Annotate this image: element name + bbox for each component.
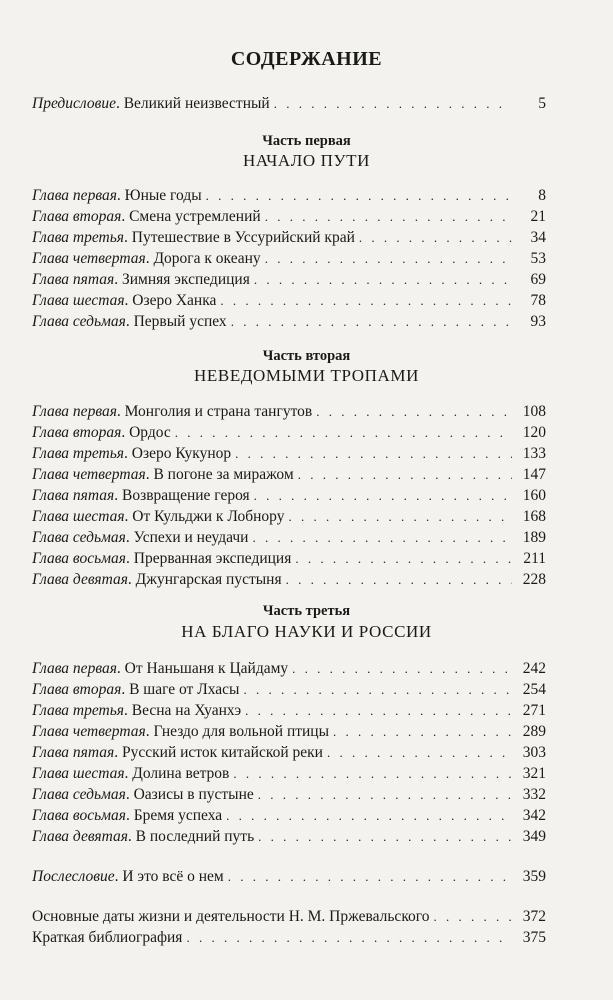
entry-page: 372 [522,908,546,925]
part-2-title: НЕВЕДОМЫМИ ТРОПАМИ [194,366,419,385]
toc-entry[interactable]: Глава седьмая. Успехи и неудачи . . . 189 [32,528,546,548]
entry-title: Первый успех [133,313,227,330]
toc-entry-bibliography[interactable] [32,928,546,948]
toc-entry[interactable]: Глава четвертая. Дорога к океану . . . 53 [32,249,546,269]
part-3-title: НА БЛАГО НАУКИ И РОССИИ [181,622,432,641]
toc-entry[interactable]: Глава третья. Весна на Хуанхэ . . . 271 [32,701,546,721]
toc-entry[interactable]: Глава восьмая. Прерванная экспедиция . . . 211 [32,549,546,569]
toc-entry[interactable]: Глава первая. Монголия и страна тангутов . . . 108 [32,402,546,422]
toc-entry[interactable]: Глава первая. Юные годы . . . 8 [32,186,546,206]
entry-page: 211 [523,550,546,567]
entry-page: 303 [522,744,546,761]
entry-label: Глава первая [32,660,117,677]
entry-label: Глава третья [32,445,125,462]
entry-title: Джунгарская пустыня [135,571,282,588]
leader-dots [252,528,512,548]
entry-title: От Наньшаня к Цайдаму [124,660,289,677]
leader-dots [233,764,512,784]
leader-dots [228,867,512,887]
entry-label: Послесловие [32,868,115,885]
leader-dots [333,722,512,742]
entry-label: Глава восьмая [32,807,126,824]
toc-entry[interactable]: Глава вторая. Смена устремлений . . . 21 [32,207,546,227]
part-3-label: Часть третья [262,603,351,619]
entry-title: Юные годы [124,187,202,204]
leader-dots [254,270,512,290]
entry-label: Глава четвертая [32,466,146,483]
entry-label: Предисловие [32,95,116,112]
leader-dots [258,827,512,847]
leader-dots [226,806,512,826]
toc-entry[interactable]: Глава первая. От Наньшаня к Цайдаму . . . 242 [32,659,546,679]
entry-title: Прерванная экспедиция [133,550,292,567]
entry-page: 189 [522,529,546,546]
leader-dots [186,928,512,948]
leader-dots [231,312,512,332]
entry-label: Глава четвертая [32,250,146,267]
entry-page: 34 [530,229,546,246]
entry-label: Глава девятая [32,571,128,588]
entry-label: Глава седьмая [32,786,126,803]
entry-page: 78 [530,292,546,309]
entry-page: 5 [538,95,546,112]
leader-dots [316,402,512,422]
entry-page: 53 [530,250,546,267]
entry-title: Ордос [129,424,171,441]
leader-dots [265,249,512,269]
entry-page: 349 [522,828,546,845]
entry-label: Глава первая [32,403,117,420]
toc-entry[interactable]: Глава шестая. От Кульджи к Лобнору . . . 168 [32,507,546,527]
toc-entry[interactable]: Глава четвертая. Гнездо для вольной птицы . . . 289 [32,722,546,742]
entry-page: 375 [522,929,546,946]
leader-dots [243,680,512,700]
entry-title: Успехи и неудачи [133,529,249,546]
toc-entry[interactable]: Глава девятая. В последний путь . . . 349 [32,827,546,847]
leader-dots [274,94,512,114]
toc-entry-afterword[interactable]: Послесловие. И это всё о нем . . . 359 [32,867,546,887]
entry-label: Глава вторая [32,424,122,441]
leader-dots [235,444,512,464]
entry-title: Долина ветров [132,765,230,782]
entry-page: 21 [530,208,546,225]
leader-dots [206,186,512,206]
entry-page: 69 [530,271,546,288]
entry-label: Глава пятая [32,271,115,288]
leader-dots [434,907,512,927]
entry-page: 242 [522,660,546,677]
entry-title: Великий неизвестный [123,95,270,112]
leader-dots [286,570,512,590]
entry-title: Возвращение героя [121,487,250,504]
leader-dots [258,785,512,805]
toc-entry-preface[interactable]: Предисловие. Великий неизвестный . . . 5 [32,94,546,114]
entry-page: 289 [522,723,546,740]
entry-title: Основные даты жизни и деятельности Н. М. Пржевальского [32,908,430,925]
entry-page: 93 [530,313,546,330]
toc-entry[interactable]: Глава восьмая. Бремя успеха . . . 342 [32,806,546,826]
toc-entry[interactable]: Глава шестая. Долина ветров . . . 321 [32,764,546,784]
entry-title: Озеро Кукунор [131,445,232,462]
entry-label: Глава пятая [32,744,115,761]
entry-label: Глава пятая [32,487,115,504]
entry-page: 168 [522,508,546,525]
entry-title: Смена устремлений [129,208,261,225]
toc-entry[interactable]: Глава пятая. Возвращение героя . . . 160 [32,486,546,506]
entry-title: В погоне за миражом [153,466,294,483]
toc-entry[interactable]: Глава пятая. Русский исток китайской реки . . . 303 [32,743,546,763]
entry-title: От Кульджи к Лобнору [132,508,285,525]
part-1-label: Часть первая [262,133,351,149]
leader-dots [254,486,512,506]
entry-label: Глава седьмая [32,313,126,330]
entry-label: Глава третья [32,229,125,246]
entry-title: Дорога к океану [153,250,261,267]
part-1-title: НАЧАЛО ПУТИ [243,151,370,170]
entry-label: Глава шестая [32,765,125,782]
entry-label: Глава третья [32,702,125,719]
entry-title: Монголия и страна тангутов [124,403,313,420]
toc-entry[interactable]: Глава вторая. В шаге от Лхасы . . . 254 [32,680,546,700]
entry-label: Глава вторая [32,208,122,225]
entry-page: 108 [522,403,546,420]
entry-label: Глава шестая [32,508,125,525]
entry-page: 254 [522,681,546,698]
page-title: СОДЕРЖАНИЕ [230,48,383,70]
toc-entry[interactable]: Глава третья. Озеро Кукунор . . . 133 [32,444,546,464]
entry-title: Краткая библиография [32,929,183,946]
leader-dots [175,423,512,443]
entry-page: 228 [522,571,546,588]
entry-title: Озеро Ханка [132,292,217,309]
entry-page: 133 [522,445,546,462]
entry-page: 332 [522,786,546,803]
entry-label: Глава первая [32,187,117,204]
entry-title: В последний путь [135,828,255,845]
leader-dots [265,207,512,227]
entry-title: Зимняя экспедиция [121,271,250,288]
entry-page: 160 [522,487,546,504]
leader-dots [298,465,512,485]
entry-title: Путешествие в Уссурийский край [131,229,355,246]
part-2-label: Часть вторая [262,348,351,364]
leader-dots [220,291,512,311]
entry-title: И это всё о нем [122,868,224,885]
entry-page: 359 [522,868,546,885]
toc-entry[interactable]: Глава седьмая. Первый успех . . . 93 [32,312,546,332]
leader-dots [288,507,512,527]
leader-dots [292,659,512,679]
toc-entry[interactable]: Глава четвертая. В погоне за миражом . . . 147 [32,465,546,485]
leader-dots [327,743,512,763]
entry-page: 271 [522,702,546,719]
toc-entry[interactable]: Глава пятая. Зимняя экспедиция . . . 69 [32,270,546,290]
entry-label: Глава шестая [32,292,125,309]
leader-dots [359,228,512,248]
toc-entry[interactable]: Глава шестая. Озеро Ханка . . . 78 [32,291,546,311]
entry-page: 147 [522,466,546,483]
entry-label: Глава вторая [32,681,122,698]
leader-dots [245,701,512,721]
entry-label: Глава восьмая [32,550,126,567]
entry-page: 342 [522,807,546,824]
entry-title: Оазисы в пустыне [133,786,254,803]
entry-title: Гнездо для вольной птицы [153,723,330,740]
toc-entry[interactable]: Глава третья. Путешествие в Уссурийский край . . . 34 [32,228,546,248]
entry-title: Русский исток китайской реки [121,744,323,761]
entry-title: Весна на Хуанхэ [131,702,242,719]
toc-entry[interactable]: Глава девятая. Джунгарская пустыня . . . 228 [32,570,546,590]
entry-page: 120 [522,424,546,441]
leader-dots [295,549,512,569]
entry-label: Глава четвертая [32,723,146,740]
entry-page: 8 [538,187,546,204]
toc-entry[interactable]: Глава седьмая. Оазисы в пустыне . . . 332 [32,785,546,805]
entry-label: Глава седьмая [32,529,126,546]
toc-entry[interactable]: Глава вторая. Ордос . . . 120 [32,423,546,443]
entry-page: 321 [522,765,546,782]
entry-title: В шаге от Лхасы [129,681,240,698]
toc-entry-dates[interactable] [32,907,546,927]
entry-label: Глава девятая [32,828,128,845]
entry-title: Бремя успеха [133,807,223,824]
